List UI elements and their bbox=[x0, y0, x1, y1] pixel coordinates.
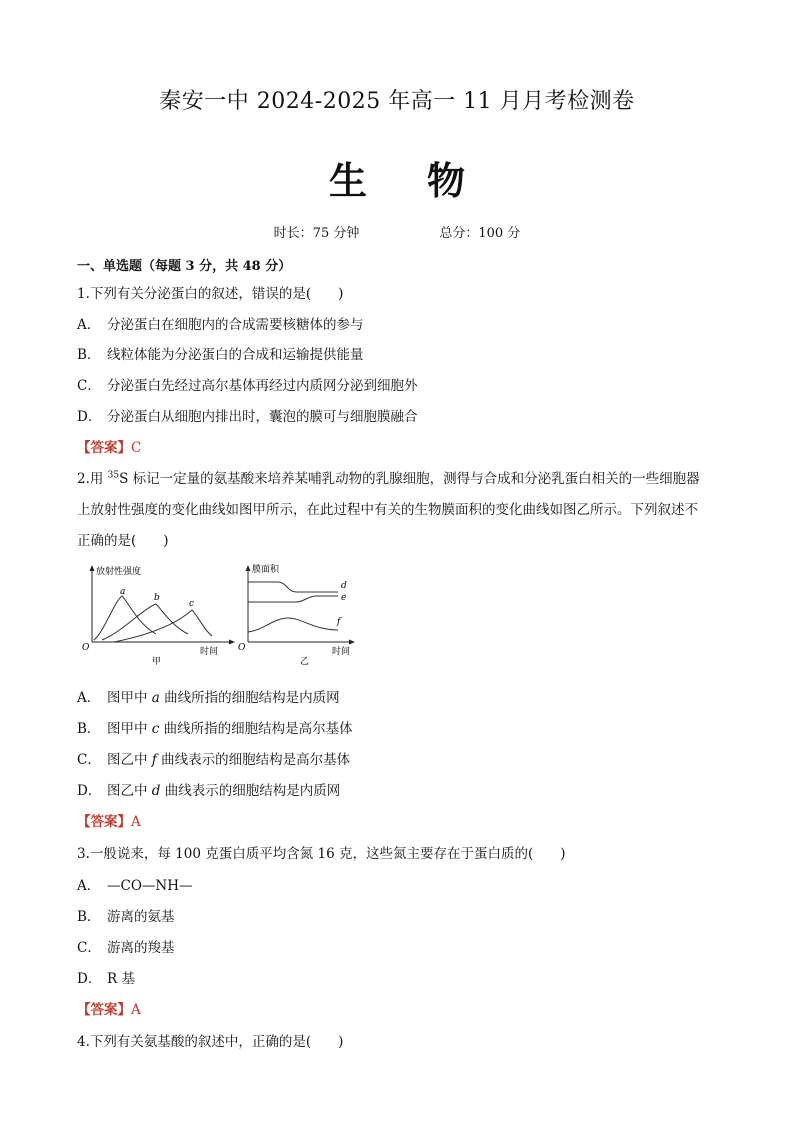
option-text-post: 曲线表示的细胞结构是高尔基体 bbox=[156, 752, 351, 768]
answer-label: 【答案】 bbox=[77, 440, 131, 456]
q3-option-a bbox=[77, 874, 192, 894]
curve-c bbox=[114, 610, 212, 642]
q2-stem-line-3: 正确的是( ) bbox=[77, 533, 169, 549]
total-score-text: 总分：100 分 bbox=[439, 226, 521, 241]
option-text-post: 曲线所指的细胞结构是高尔基体 bbox=[159, 721, 353, 737]
q2-stem-line-1 bbox=[77, 467, 700, 487]
q3-stem: 3.一般说来，每 100 克蛋白质平均含氮 16 克，这些氮主要存在于蛋白质的( ) bbox=[77, 846, 566, 862]
graph-jia-xlabel: 时间 bbox=[200, 647, 219, 657]
option-text: R 基 bbox=[107, 971, 135, 987]
q1-option-a bbox=[77, 313, 364, 333]
option-text-post: 曲线所指的细胞结构是内质网 bbox=[159, 690, 340, 706]
option-text: 分泌蛋白先经过高尔基体再经过内质网分泌到细胞外 bbox=[107, 378, 418, 394]
q3-option-b bbox=[77, 905, 175, 925]
option-text-pre: 图甲中 bbox=[107, 690, 152, 706]
q3-option-c bbox=[77, 936, 175, 956]
q2-option-a bbox=[77, 686, 340, 706]
option-label: D． bbox=[77, 409, 102, 425]
option-label: A． bbox=[77, 690, 101, 706]
curve-e-label: e bbox=[341, 593, 347, 603]
duration-text: 时长：75 分钟 bbox=[273, 226, 360, 241]
q3-option-d bbox=[77, 967, 135, 987]
option-label: B． bbox=[77, 909, 101, 925]
option-text: 分泌蛋白从细胞内排出时，囊泡的膜可与细胞膜融合 bbox=[107, 409, 418, 425]
graph-yi bbox=[238, 563, 355, 667]
graph-yi-caption: 乙 bbox=[300, 657, 310, 667]
arrow-icon bbox=[349, 640, 355, 645]
option-label: B． bbox=[77, 347, 101, 363]
isotope-mass-number: 35 bbox=[107, 470, 120, 481]
curve-d bbox=[248, 582, 338, 592]
q2-option-d bbox=[77, 779, 340, 799]
subject-char-2: 物 bbox=[427, 159, 466, 203]
option-text: 游离的氨基 bbox=[107, 909, 175, 925]
graph-yi-origin: O bbox=[238, 643, 246, 653]
answer-value: A bbox=[131, 1002, 141, 1018]
option-text: 游离的羧基 bbox=[107, 940, 175, 956]
curve-b-label: b bbox=[154, 593, 160, 603]
answer-value: A bbox=[131, 814, 141, 830]
q1-answer bbox=[77, 436, 141, 456]
curve-f bbox=[248, 618, 338, 632]
answer-label: 【答案】 bbox=[77, 814, 131, 830]
answer-label: 【答案】 bbox=[77, 1002, 131, 1018]
option-label: B． bbox=[77, 721, 101, 737]
q2-answer bbox=[77, 810, 141, 830]
exam-title: 秦安一中 2024-2025 年高一 11 月月考检测卷 bbox=[159, 89, 635, 114]
graph-jia-origin: O bbox=[82, 643, 90, 653]
curve-c-label: c bbox=[189, 599, 195, 609]
exam-meta bbox=[0, 222, 794, 241]
option-variable: f bbox=[151, 752, 157, 768]
option-text-pre: 图甲中 bbox=[107, 721, 152, 737]
graph-jia bbox=[82, 565, 235, 667]
option-label: A． bbox=[77, 878, 101, 894]
option-variable: a bbox=[151, 690, 160, 706]
option-variable: d bbox=[151, 783, 161, 799]
option-variable: c bbox=[151, 721, 160, 737]
q2-option-c bbox=[77, 748, 350, 768]
subject-char-1: 生 bbox=[328, 159, 367, 203]
q1-option-d bbox=[77, 405, 418, 425]
graph-yi-ylabel: 膜面积 bbox=[252, 565, 280, 575]
q2-figure bbox=[82, 562, 362, 668]
option-label: C． bbox=[77, 378, 101, 394]
option-text: —CO—NH— bbox=[107, 878, 193, 894]
subject-title bbox=[0, 150, 794, 205]
curve-f-label: f bbox=[337, 617, 341, 627]
curve-e bbox=[248, 596, 338, 602]
answer-value: C bbox=[131, 440, 142, 456]
q2-stem-text-1: S 标记一定量的氨基酸来培养某哺乳动物的乳腺细胞，测得与合成和分泌乳蛋白相关的一些细胞器 bbox=[119, 471, 700, 487]
option-text: 线粒体能为分泌蛋白的合成和运输提供能量 bbox=[107, 347, 364, 363]
option-label: C． bbox=[77, 940, 101, 956]
option-label: D． bbox=[77, 971, 102, 987]
q4-stem: 4.下列有关氨基酸的叙述中，正确的是( ) bbox=[77, 1034, 344, 1050]
q2-stem-line-2: 上放射性强度的变化曲线如图甲所示，在此过程中有关的生物膜面积的变化曲线如图乙所示。下列叙述不 bbox=[77, 502, 698, 518]
option-text-pre: 图乙中 bbox=[107, 783, 152, 799]
curve-a-label: a bbox=[120, 587, 126, 597]
option-text-post: 曲线表示的细胞结构是内质网 bbox=[160, 783, 341, 799]
option-text: 分泌蛋白在细胞内的合成需要核糖体的参与 bbox=[107, 317, 364, 333]
q1-option-c bbox=[77, 374, 418, 394]
curve-d-label: d bbox=[341, 581, 347, 591]
q1-option-b bbox=[77, 343, 364, 363]
graph-jia-ylabel: 放射性强度 bbox=[96, 567, 142, 577]
q2-stem-prefix: 2.用 bbox=[77, 471, 108, 487]
q2-option-b bbox=[77, 717, 353, 737]
arrow-icon bbox=[246, 565, 251, 571]
option-text-pre: 图乙中 bbox=[107, 752, 152, 768]
option-label: A． bbox=[77, 317, 101, 333]
q3-answer bbox=[77, 998, 141, 1018]
graph-yi-xlabel: 时间 bbox=[332, 647, 351, 657]
q1-stem: 1.下列有关分泌蛋白的叙述，错误的是( ) bbox=[77, 286, 344, 302]
section-title: 一、单选题（每题 3 分，共 48 分） bbox=[77, 259, 292, 274]
graph-jia-caption: 甲 bbox=[152, 657, 162, 667]
option-label: C． bbox=[77, 752, 101, 768]
option-label: D． bbox=[77, 783, 102, 799]
arrow-icon bbox=[229, 640, 235, 645]
arrow-icon bbox=[90, 565, 95, 571]
